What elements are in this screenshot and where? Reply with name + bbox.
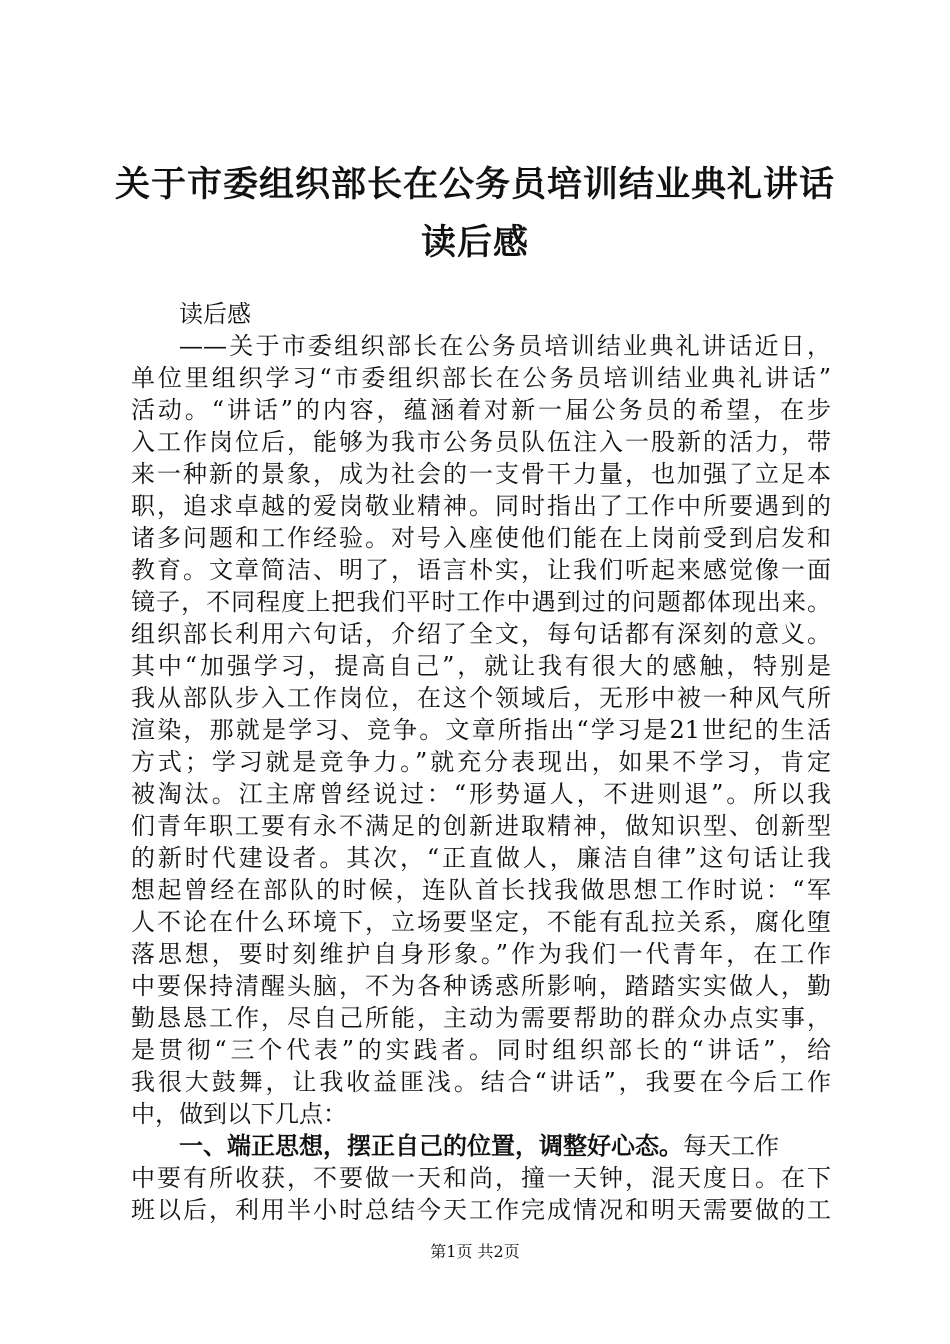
body-line: 读后感	[179, 300, 251, 328]
document-title-line-2: 读后感	[420, 223, 529, 263]
body-line: 其中“加强学习，提高自己”，就让我有很大的感触，特别是	[131, 652, 831, 680]
point-1-line	[131, 1130, 831, 1162]
body-line: 是贯彻“三个代表”的实践者。同时组织部长的“讲话”，给	[131, 1036, 831, 1064]
body-line: 中，做到以下几点：	[131, 1100, 347, 1128]
body-line: 职，追求卓越的爱岗敬业精神。同时指出了工作中所要遇到的	[131, 492, 831, 520]
body-line: 组织部长利用六句话，介绍了全文，每句话都有深刻的意义。	[131, 620, 831, 648]
body-line: 来一种新的景象，成为社会的一支骨干力量，也加强了立足本	[131, 460, 831, 488]
body-line: ——关于市委组织部长在公务员培训结业典礼讲话近日，	[179, 332, 831, 360]
body-line: 活动。“讲话”的内容，蕴涵着对新一届公务员的希望，在步	[131, 396, 831, 424]
point-1-text: 每天工作	[683, 1132, 779, 1160]
body-line: 诸多问题和工作经验。对号入座使他们能在上岗前受到启发和	[131, 524, 831, 552]
body-line: 镜子，不同程度上把我们平时工作中遇到过的问题都体现出来。	[131, 588, 831, 616]
body-line: 中要有所收获，不要做一天和尚，撞一天钟，混天度日。在下	[131, 1164, 831, 1192]
body-line: 渲染，那就是学习、竞争。文章所指出“学习是21世纪的生活	[131, 716, 831, 744]
body-line: 入工作岗位后，能够为我市公务员队伍注入一股新的活力，带	[131, 428, 831, 456]
body-line: 我很大鼓舞，让我收益匪浅。结合“讲话”，我要在今后工作	[131, 1068, 831, 1096]
body-line: 我从部队步入工作岗位，在这个领域后，无形中被一种风气所	[131, 684, 831, 712]
body-line: 落思想，要时刻维护自身形象。”作为我们一代青年，在工作	[131, 940, 831, 968]
body-line: 被淘汰。江主席曾经说过：“形势逼人，不进则退”。所以我	[131, 780, 831, 808]
body-line: 方式；学习就是竞争力。”就充分表现出，如果不学习，肯定	[131, 748, 831, 776]
body-line: 中要保持清醒头脑，不为各种诱惑所影响，踏踏实实做人，勤	[131, 972, 831, 1000]
body-line: 的新时代建设者。其次，“正直做人，廉洁自律”这句话让我	[131, 844, 831, 872]
body-line: 们青年职工要有永不满足的创新进取精神，做知识型、创新型	[131, 812, 831, 840]
body-line: 班以后，利用半小时总结今天工作完成情况和明天需要做的工	[131, 1196, 831, 1224]
body-line: 人不论在什么环境下，立场要坚定，不能有乱拉关系，腐化堕	[131, 908, 831, 936]
body-line: 勤恳恳工作，尽自己所能，主动为需要帮助的群众办点实事，	[131, 1004, 831, 1032]
document-body	[131, 298, 831, 1226]
page-number-footer: 第1页 共2页	[430, 1242, 520, 1261]
body-line: 单位里组织学习“市委组织部长在公务员培训结业典礼讲话”	[131, 364, 831, 392]
body-line: 教育。文章简洁、明了，语言朴实，让我们听起来感觉像一面	[131, 556, 831, 584]
document-title-line-1: 关于市委组织部长在公务员培训结业典礼讲话	[114, 165, 835, 205]
body-line: 想起曾经在部队的时候，连队首长找我做思想工作时说：“军	[131, 876, 831, 904]
point-1-heading: 一、端正思想，摆正自己的位置，调整好心态。	[179, 1132, 683, 1160]
